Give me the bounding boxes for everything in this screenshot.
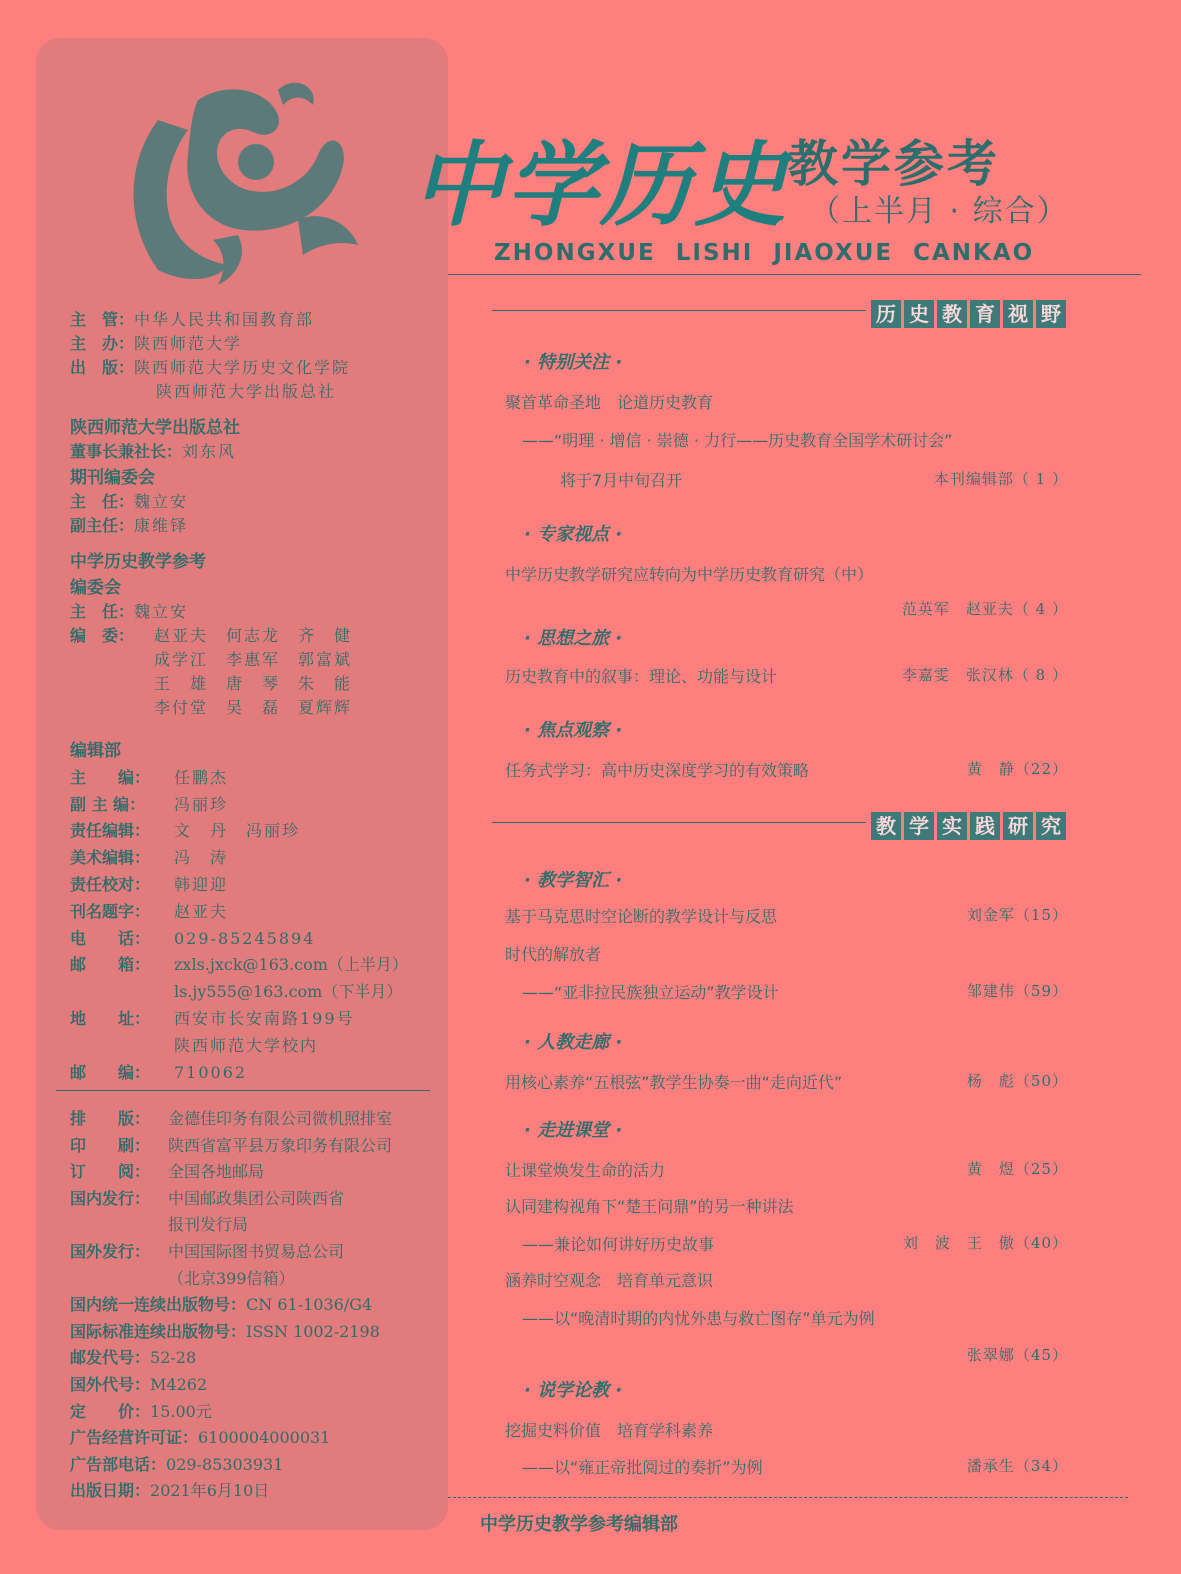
article-title[interactable]: 任务式学习：高中历史深度学习的有效策略 (505, 761, 810, 780)
journal-subtitle: 教学参考 (788, 135, 1000, 193)
board-heading: 编委会 (70, 578, 121, 598)
category-label: · 说学论教 · (524, 1380, 623, 1401)
cn-number: CN 61-1036/G4 (246, 1295, 373, 1315)
article-author-page: 邹建伟（59） (966, 982, 1068, 1000)
info-label: 责任编辑： (70, 821, 151, 841)
board-member-row: 王 雄 唐 琴 朱 能 (154, 674, 353, 693)
info-value: 报刊发行局 (168, 1215, 249, 1235)
info-value: 全国各地邮局 (168, 1162, 265, 1182)
section-tag-char: 研 (1003, 812, 1033, 840)
address-value: 陕西师范大学校内 (174, 1035, 319, 1055)
info-value: 魏立安 (134, 492, 189, 511)
footer-editorial: 中学历史教学参考编辑部 (480, 1514, 678, 1535)
info-value: 6100004000031 (198, 1428, 331, 1448)
article-author-page: 黄 静（22） (966, 760, 1068, 778)
category-label: · 走进课堂 · (524, 1120, 623, 1141)
email-value: ls.jy555@163.com（下半月） (174, 982, 403, 1002)
article-subtitle: ——以“雍正帝批阅过的奏折”为例 (522, 1458, 763, 1477)
info-label (70, 979, 174, 1006)
print-info (70, 1106, 392, 1505)
article-subtitle: ——“明理 · 增信 · 崇德 · 力行——历史教育全国学术研讨会” (522, 431, 953, 450)
article-title[interactable]: 用核心素养“五根弦”教学生协奏一曲“走向近代” (505, 1073, 843, 1092)
section-tag (871, 812, 1066, 840)
board-member-row: 李付堂 吴 磊 夏辉辉 (154, 698, 353, 717)
info-label (70, 380, 156, 404)
journal-title: 中学历史 (412, 131, 789, 239)
info-label: 国外发行： (70, 1241, 151, 1261)
article-title[interactable]: 历史教育中的叙事：理论、功能与设计 (505, 667, 778, 686)
info-label: 广告经营许可证： (70, 1428, 199, 1448)
article-author-page: 李嘉雯 张汉林（ 8 ） (901, 666, 1068, 684)
article-title[interactable]: 涵养时空观念 培育单元意识 (505, 1271, 714, 1290)
info-label: 副主任： (70, 516, 135, 535)
section-tag-char: 史 (904, 300, 934, 328)
info-label (70, 1212, 168, 1239)
info-value: M4262 (150, 1374, 208, 1394)
info-label: 美术编辑： (70, 848, 151, 868)
category-label: · 人教走廊 · (524, 1032, 623, 1053)
info-label: 国外代号： (70, 1374, 151, 1394)
info-label: 印 刷： (70, 1135, 151, 1155)
info-value: 中国国际图书贸易总公司 (168, 1241, 345, 1261)
press-heading: 陕西师范大学出版总社 (70, 418, 240, 438)
publish-date: 2021年6月10日 (150, 1481, 270, 1501)
committee-heading: 期刊编委会 (70, 468, 155, 488)
article-subtitle: ——兼论如何讲好历史故事 (522, 1235, 715, 1254)
info-label: 副 主 编： (70, 794, 146, 814)
info-value: 冯 涛 (174, 848, 229, 868)
press-info (70, 414, 240, 538)
journal-edition: （上半月 · 综合） (810, 194, 1069, 229)
info-label: 国际标准连续出版物号： (70, 1321, 247, 1341)
info-label: 订 阅： (70, 1162, 151, 1182)
info-label: 主 办： (70, 334, 135, 353)
section-tag-char: 究 (1036, 812, 1066, 840)
info-label: 出版日期： (70, 1481, 151, 1501)
info-label: 主 编： (70, 767, 151, 787)
info-value: 陕西师范大学 (134, 334, 243, 353)
journal-heading: 中学历史教学参考 (70, 552, 206, 572)
article-author-page: 刘金军（15） (966, 906, 1068, 924)
address-value: 西安市长安南路199号 (174, 1008, 355, 1028)
info-value: 文 丹 冯丽珍 (174, 821, 301, 841)
article-title[interactable]: 挖掘史料价值 培育学科素养 (505, 1421, 714, 1440)
article-author-page: 范英军 赵亚夫（ 4 ） (901, 600, 1068, 618)
info-label: 刊名题字： (70, 901, 151, 921)
info-value: 赵亚夫 (174, 901, 229, 921)
category-label: · 焦点观察 · (524, 720, 623, 741)
section-tag-char: 育 (970, 300, 1000, 328)
article-author-page: 刘 波 王 傲（40） (902, 1234, 1068, 1252)
info-label: 定 价： (70, 1401, 151, 1421)
section-tag-char: 教 (871, 812, 901, 840)
info-value: 韩迎迎 (174, 874, 229, 894)
info-value: 029-85303931 (166, 1454, 284, 1474)
info-label: 董事长兼社长： (70, 442, 183, 461)
article-title[interactable]: 认同建构视角下“楚王问鼎”的另一种讲法 (505, 1197, 794, 1216)
info-label: 编 委： (70, 626, 135, 645)
info-label: 国内统一连续出版物号： (70, 1295, 247, 1315)
publisher-info (70, 308, 350, 404)
phone-value: 029-85245894 (174, 928, 316, 948)
info-label: 邮 箱： (70, 955, 151, 975)
info-label: 责任校对： (70, 874, 151, 894)
info-value: 金德佳印务有限公司微机照排室 (168, 1109, 393, 1128)
section-bar-history-education (492, 300, 1066, 328)
sidebar-divider (56, 1090, 430, 1091)
section-tag-char: 野 (1036, 300, 1066, 328)
article-title[interactable]: 聚首革命圣地 论道历史教育 (505, 393, 714, 412)
section-tag-char: 视 (1003, 300, 1033, 328)
info-label: 邮发代号： (70, 1348, 151, 1368)
info-label: 电 话： (70, 928, 151, 948)
info-value: 刘东风 (182, 442, 237, 461)
info-value: 52-28 (150, 1348, 197, 1368)
info-value: 冯丽珍 (174, 794, 229, 814)
article-author-page: 张翠娜（45） (966, 1346, 1068, 1364)
article-author-page: 黄 煜（25） (966, 1160, 1068, 1178)
info-value: 康维铎 (134, 516, 189, 535)
email-value: zxls.jxck@163.com（上半月） (174, 955, 408, 975)
info-label: 出 版： (70, 358, 135, 377)
info-value: 陕西师范大学历史文化学院 (134, 358, 351, 377)
article-title[interactable]: 中学历史教学研究应转向为中学历史教育研究（中） (505, 565, 874, 584)
info-label: 主 任： (70, 602, 135, 621)
board-member-row: 成学江 李惠军 郭富斌 (154, 650, 353, 669)
header-divider (448, 274, 1141, 275)
info-value: 中国邮政集团公司陕西省 (168, 1188, 345, 1208)
info-label: 邮 编： (70, 1062, 151, 1082)
section-tag-char: 践 (970, 812, 1000, 840)
tiger-emblem-logo (118, 70, 368, 290)
info-value: 陕西省富平县万象印务有限公司 (168, 1135, 393, 1155)
issn-number: ISSN 1002-2198 (246, 1321, 380, 1341)
info-label: 排 版： (70, 1109, 151, 1128)
article-title[interactable]: 基于马克思时空论断的教学设计与反思 (505, 907, 778, 926)
category-label: · 专家视点 · (524, 524, 623, 545)
info-label: 地 址： (70, 1008, 151, 1028)
category-label: · 教学智汇 · (524, 870, 623, 891)
article-author-page: 杨 彪（50） (966, 1072, 1068, 1090)
article-subtitle: ——以“晚清时期的内忧外患与救亡图存”单元为例 (522, 1309, 875, 1328)
section-tag-char: 历 (871, 300, 901, 328)
article-subtitle: ——“亚非拉民族独立运动”教学设计 (522, 983, 779, 1002)
article-subtitle: 将于7月中旬召开 (560, 471, 683, 490)
category-label: · 特别关注 · (524, 352, 623, 373)
section-tag-char: 学 (904, 812, 934, 840)
category-label: · 思想之旅 · (524, 628, 623, 649)
section-tag-char: 实 (937, 812, 967, 840)
editorial-heading: 编辑部 (70, 741, 121, 761)
footer-divider (448, 1497, 1128, 1498)
info-label (70, 1033, 174, 1060)
article-title[interactable]: 让课堂焕发生命的活力 (505, 1161, 666, 1180)
price-value: 15.00元 (150, 1401, 212, 1421)
info-value: 陕西师范大学出版总社 (156, 382, 337, 401)
article-title[interactable]: 时代的解放者 (505, 945, 602, 964)
board-info (70, 548, 352, 720)
info-label: 广告部电话： (70, 1454, 167, 1474)
board-member-row: 赵亚夫 何志龙 齐 健 (154, 626, 353, 645)
info-label: 国内发行： (70, 1188, 151, 1208)
section-tag (871, 300, 1066, 328)
article-author-page: 本刊编辑部（ 1 ） (933, 470, 1068, 488)
journal-pinyin: ZHONGXUE LISHI JIAOXUE CANKAO (494, 240, 1035, 266)
article-author-page: 潘承生（34） (966, 1457, 1068, 1475)
info-value: 魏立安 (134, 602, 189, 621)
info-label (70, 1266, 168, 1293)
section-tag-char: 教 (937, 300, 967, 328)
info-label: 主 管： (70, 310, 135, 329)
info-value: 中华人民共和国教育部 (134, 310, 315, 329)
info-label: 主 任： (70, 492, 135, 511)
section-bar-teaching-practice (492, 812, 1066, 840)
info-value: 任鹏杰 (174, 767, 229, 787)
editorial-info (70, 736, 408, 1086)
postcode-value: 710062 (174, 1062, 248, 1082)
info-value: （北京399信箱） (168, 1268, 295, 1288)
